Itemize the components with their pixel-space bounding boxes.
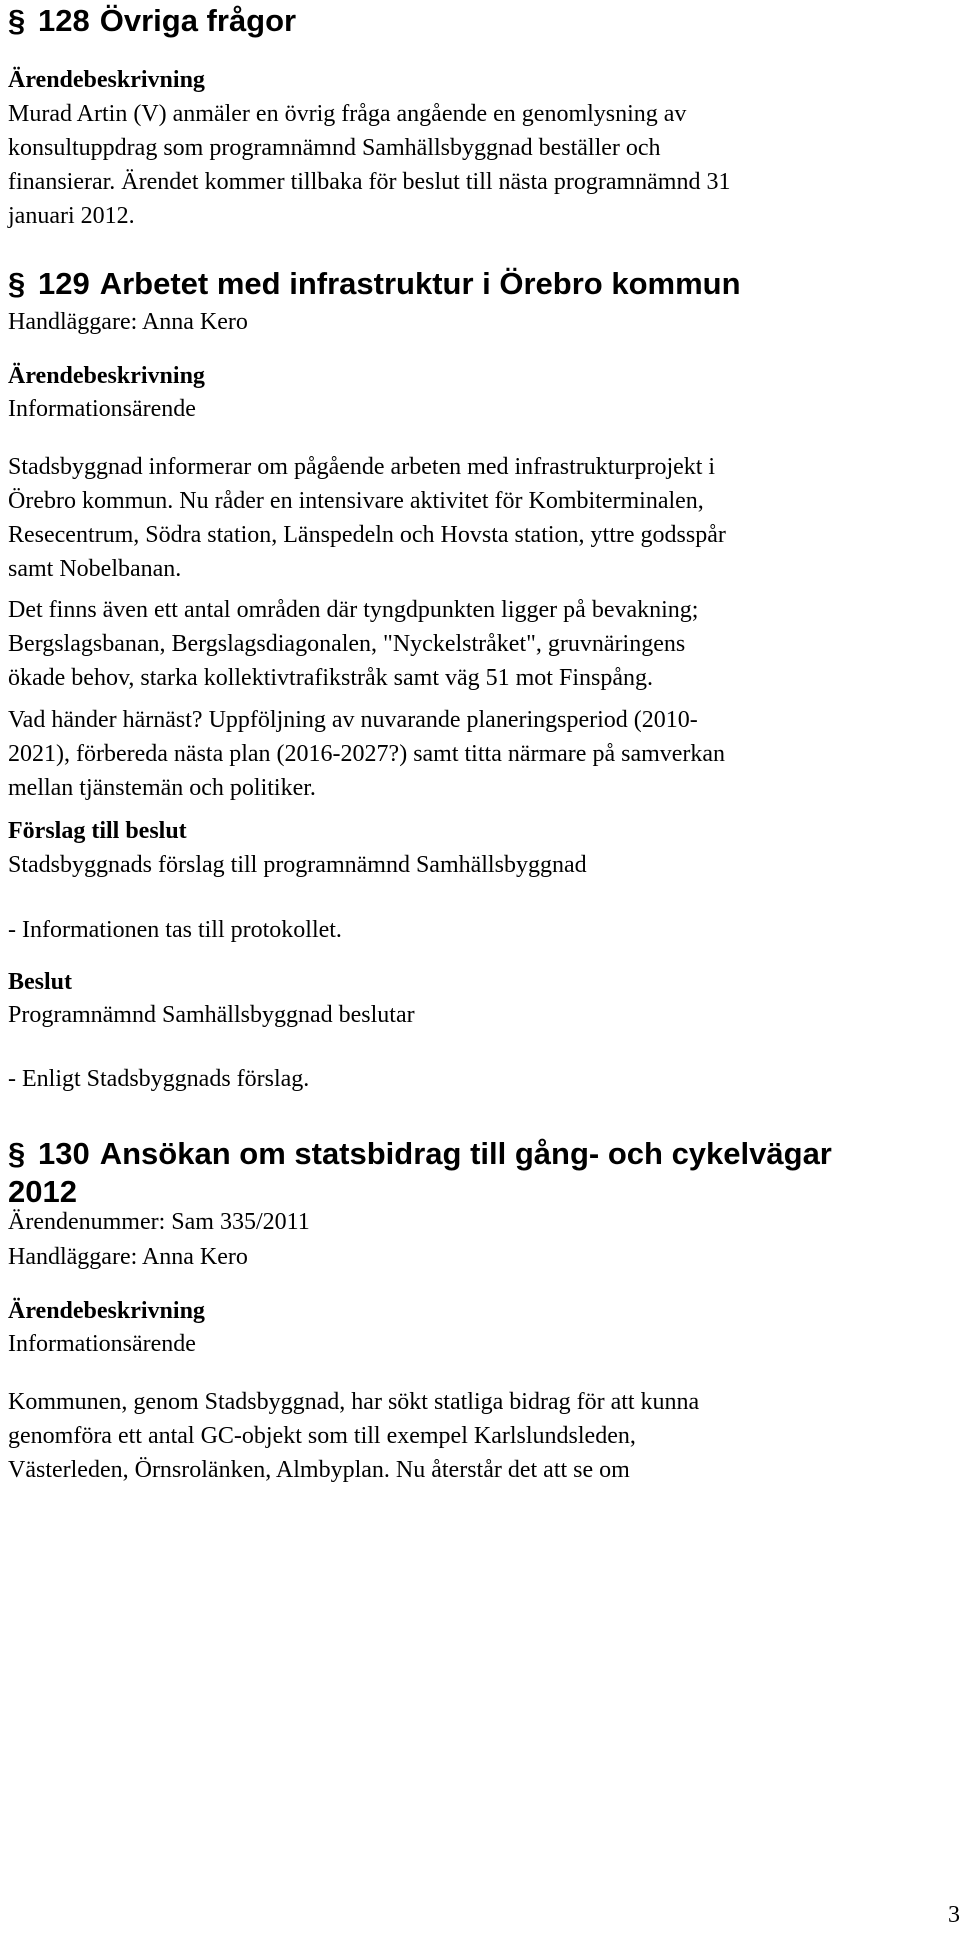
proposal-heading-129: Förslag till beslut (8, 818, 187, 844)
section-number: 129 (38, 266, 90, 301)
text-line: Det finns även ett antal områden där tyngdpunkten ligger på bevakning; (8, 597, 699, 623)
description-heading-129: Ärendebeskrivning (8, 363, 205, 389)
description-heading-128: Ärendebeskrivning (8, 67, 205, 93)
handler-129: Handläggare: Anna Kero (8, 309, 248, 335)
text-line: Murad Artin (V) anmäler en övrig fråga angående en genomlysning av (8, 101, 687, 127)
decision-heading-129: Beslut (8, 969, 73, 995)
text-line: finansierar. Ärendet kommer tillbaka för beslut till nästa programnämnd 31 (8, 169, 731, 195)
text-line: Västerleden, Örnsrolänken, Almbyplan. Nu återstår det att se om (8, 1457, 630, 1483)
text-line: genomföra ett antal GC-objekt som till exempel Karlslundsleden, (8, 1423, 636, 1449)
text-line: januari 2012. (8, 203, 135, 229)
text-line: Kommunen, genom Stadsbyggnad, har sökt statliga bidrag för att kunna (8, 1389, 700, 1415)
paragraph-129-2 (8, 593, 698, 695)
text-line: ökade behov, starka kollektivtrafikstråk samt väg 51 mot Finspång. (8, 665, 653, 691)
section-heading-129 (8, 265, 741, 303)
text-line: samt Nobelbanan. (8, 556, 182, 582)
section-heading-128 (8, 2, 296, 40)
info-type-130: Informationsärende (8, 1331, 196, 1357)
info-type-129: Informationsärende (8, 396, 196, 422)
text-line: Resecentrum, Södra station, Länspedeln och Hovsta station, yttre godsspår (8, 522, 726, 548)
decision-text-129: Programnämnd Samhällsbyggnad beslutar (8, 1002, 415, 1028)
description-heading-130: Ärendebeskrivning (8, 1298, 205, 1324)
handler-130: Handläggare: Anna Kero (8, 1244, 248, 1270)
proposal-text-129: Stadsbyggnads förslag till programnämnd Samhällsbyggnad (8, 852, 587, 878)
section-title: Arbetet med infrastruktur i Örebro kommun (99, 266, 741, 301)
section-symbol: § (8, 3, 26, 38)
text-line: Stadsbyggnad informerar om pågående arbeten med infrastrukturprojekt i (8, 454, 716, 480)
text-line: Örebro kommun. Nu råder en intensivare aktivitet för Kombiterminalen, (8, 488, 704, 514)
text-line: konsultuppdrag som programnämnd Samhällsbyggnad beställer och (8, 135, 661, 161)
paragraph-129-3 (8, 703, 725, 805)
proposal-item-129: - Informationen tas till protokollet. (8, 917, 342, 943)
page-number: 3 (948, 1902, 960, 1928)
section-symbol: § (8, 1136, 26, 1171)
section-symbol: § (8, 266, 26, 301)
section-number: 130 (38, 1136, 90, 1171)
section-title: Övriga frågor (99, 3, 297, 38)
description-text-128 (8, 97, 730, 233)
text-line: mellan tjänstemän och politiker. (8, 775, 316, 801)
text-line: 2021), förbereda nästa plan (2016-2027?) samt titta närmare på samverkan (8, 741, 726, 767)
section-title-line2: 2012 (8, 1174, 77, 1209)
paragraph-129-1 (8, 450, 726, 586)
section-heading-130 (8, 1135, 938, 1211)
section-number: 128 (38, 3, 90, 38)
case-number-130: Ärendenummer: Sam 335/2011 (8, 1209, 310, 1235)
text-line: Bergslagsbanan, Bergslagsdiagonalen, "Nyckelstråket", gruvnäringens (8, 631, 686, 657)
text-line: Vad händer härnäst? Uppföljning av nuvarande planeringsperiod (2010- (8, 707, 698, 733)
paragraph-130-1 (8, 1385, 699, 1487)
decision-item-129: - Enligt Stadsbyggnads förslag. (8, 1066, 310, 1092)
section-title-line1: Ansökan om statsbidrag till gång- och cykelvägar (99, 1136, 832, 1171)
